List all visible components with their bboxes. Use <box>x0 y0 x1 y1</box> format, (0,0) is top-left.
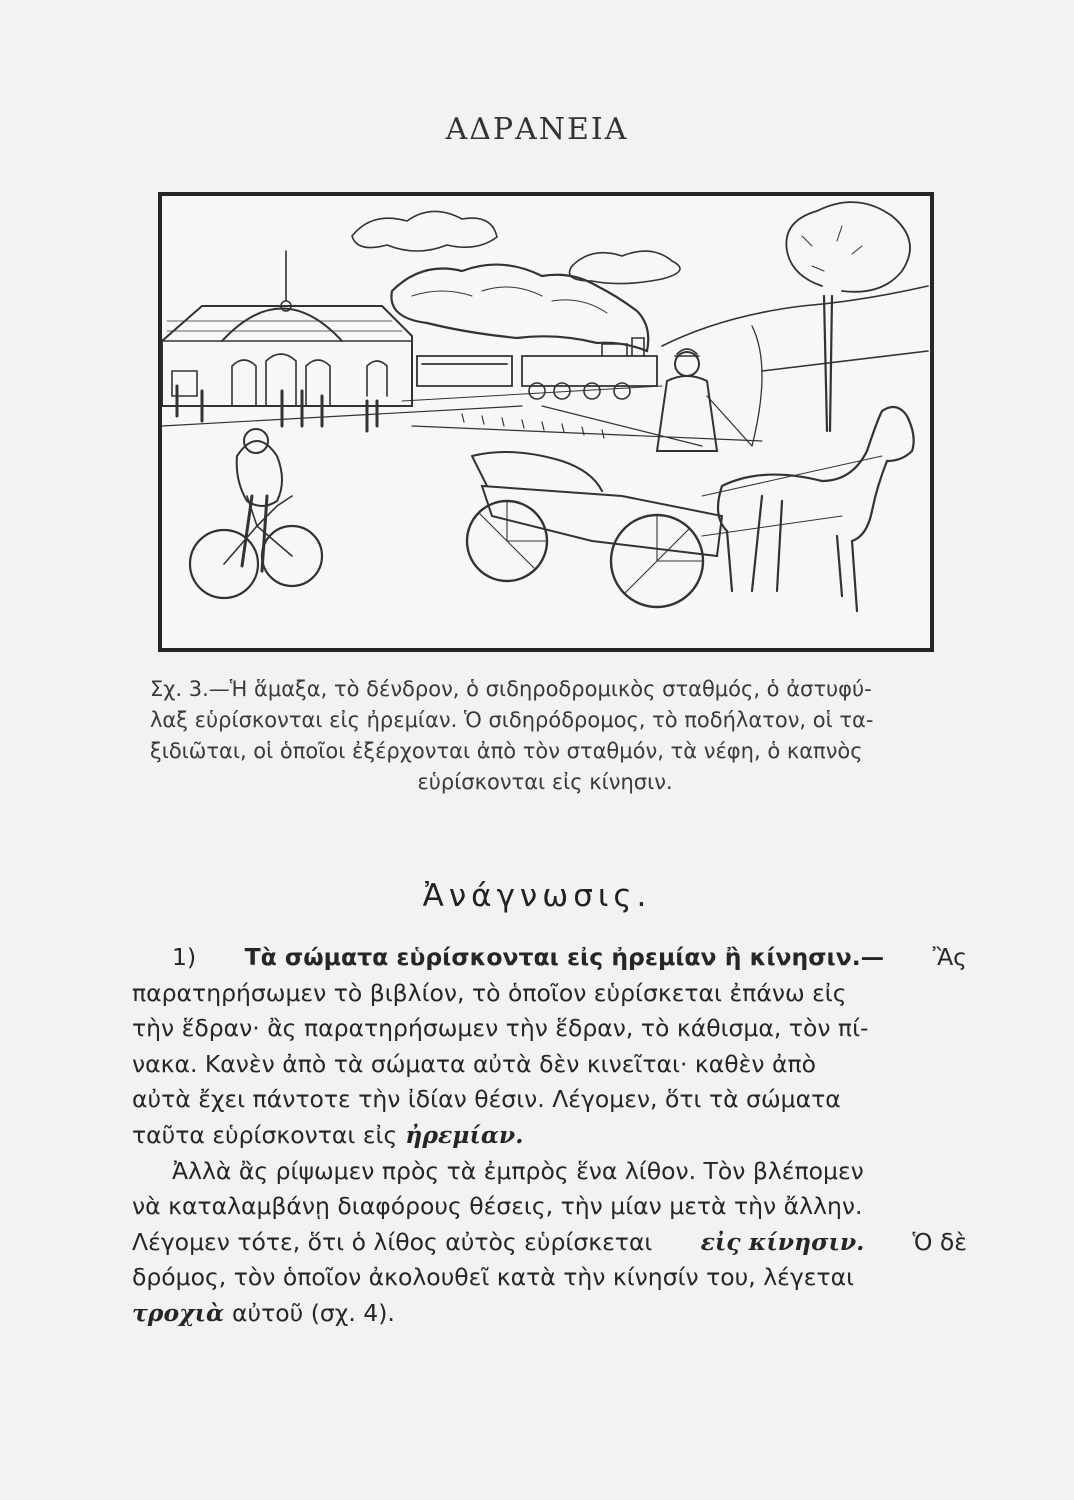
coachman-drawing <box>657 326 762 451</box>
caption-line: εὑρίσκονται εἰς κίνησιν. <box>417 770 673 794</box>
body-text <box>132 940 967 1332</box>
paragraph-line <box>132 1118 967 1154</box>
caption-line: ξιδιῶται, οἱ ὁποῖοι ἐξέρχονται ἀπὸ τὸν σταθμόν, τὰ νέφη, ὁ καπνὸς <box>150 739 863 763</box>
key-term: τροχιὰ <box>132 1298 225 1327</box>
caption-line: Σχ. 3.—Ἡ ἅμαξα, τὸ δένδρον, ὁ σιδηροδρομικὸς σταθμός, ὁ ἀστυφύ- <box>150 677 872 701</box>
paragraph-line: Ἀλλὰ ἂς ρίψωμεν πρὸς τὰ ἐμπρὸς ἕνα λίθον. Τὸν βλέπομεν <box>172 1156 864 1185</box>
paragraph-line: νὰ καταλαμβάνῃ διαφόρους θέσεις, τὴν μίαν μετὰ τὴν ἄλλην. <box>132 1192 863 1221</box>
paragraph-heading: Τὰ σώματα εὑρίσκονται εἰς ἠρεμίαν ἢ κίνησιν.— <box>244 943 885 971</box>
station-scene-illustration <box>162 196 930 648</box>
paragraph-line <box>132 940 967 976</box>
text-run: αὐτοῦ (σχ. 4). <box>232 1298 395 1327</box>
paragraph-line: νακα. Κανὲν ἀπὸ τὰ σώματα αὐτὰ δὲν κινεῖται· καθὲν ἀπὸ <box>132 1049 816 1078</box>
train-drawing <box>402 338 662 401</box>
text-run: Ὁ δὲ <box>912 1227 967 1256</box>
hills-drawing <box>662 286 928 371</box>
item-number: 1) <box>172 943 197 971</box>
key-term: ἠρεμίαν. <box>405 1120 524 1149</box>
key-term: εἰς κίνησιν. <box>700 1227 865 1256</box>
carriage-drawing <box>467 452 722 607</box>
cyclist-drawing <box>190 429 322 598</box>
cloud-drawing <box>352 211 497 251</box>
text-run: Λέγομεν τότε, ὅτι ὁ λίθος αὐτὸς εὑρίσκεται <box>132 1227 653 1256</box>
cloud-drawing <box>570 251 681 284</box>
paragraph-line: δρόμος, τὸν ὁποῖον ἀκολουθεῖ κατὰ τὴν κίνησίν του, λέγεται <box>132 1263 855 1292</box>
horse-drawing <box>702 407 914 611</box>
page-title: ΑΔΡΑΝΕΙΑ <box>445 112 629 147</box>
text-run: ταῦτα εὑρίσκονται εἰς <box>132 1120 398 1149</box>
caption-line: λαξ εὑρίσκονται εἰς ἠρεμίαν. Ὁ σιδηρόδρομος, τὸ ποδήλατον, οἱ τα- <box>150 708 874 732</box>
figure-caption <box>150 674 940 798</box>
section-heading: Ἀνάγνωσις. <box>422 878 652 914</box>
paragraph-line <box>132 1296 967 1332</box>
smoke-drawing <box>391 265 648 351</box>
paragraph-line: παρατηρήσωμεν τὸ βιβλίον, τὸ ὁποῖον εὑρίσκεται ἐπάνω εἰς <box>132 978 847 1007</box>
station-building-drawing <box>162 251 412 406</box>
paragraph-line: αὐτὰ ἔχει πάντοτε τὴν ἰδίαν θέσιν. Λέγομεν, ὅτι τὰ σώματα <box>132 1085 841 1114</box>
illustration-figure <box>158 192 934 652</box>
tree-drawing <box>786 202 910 431</box>
text-run: Ἂς <box>932 943 967 971</box>
paragraph-line <box>132 1225 967 1261</box>
paragraph-line: τὴν ἕδραν· ἂς παρατηρήσωμεν τὴν ἕδραν, τὸ κάθισμα, τὸν πί- <box>132 1014 869 1043</box>
